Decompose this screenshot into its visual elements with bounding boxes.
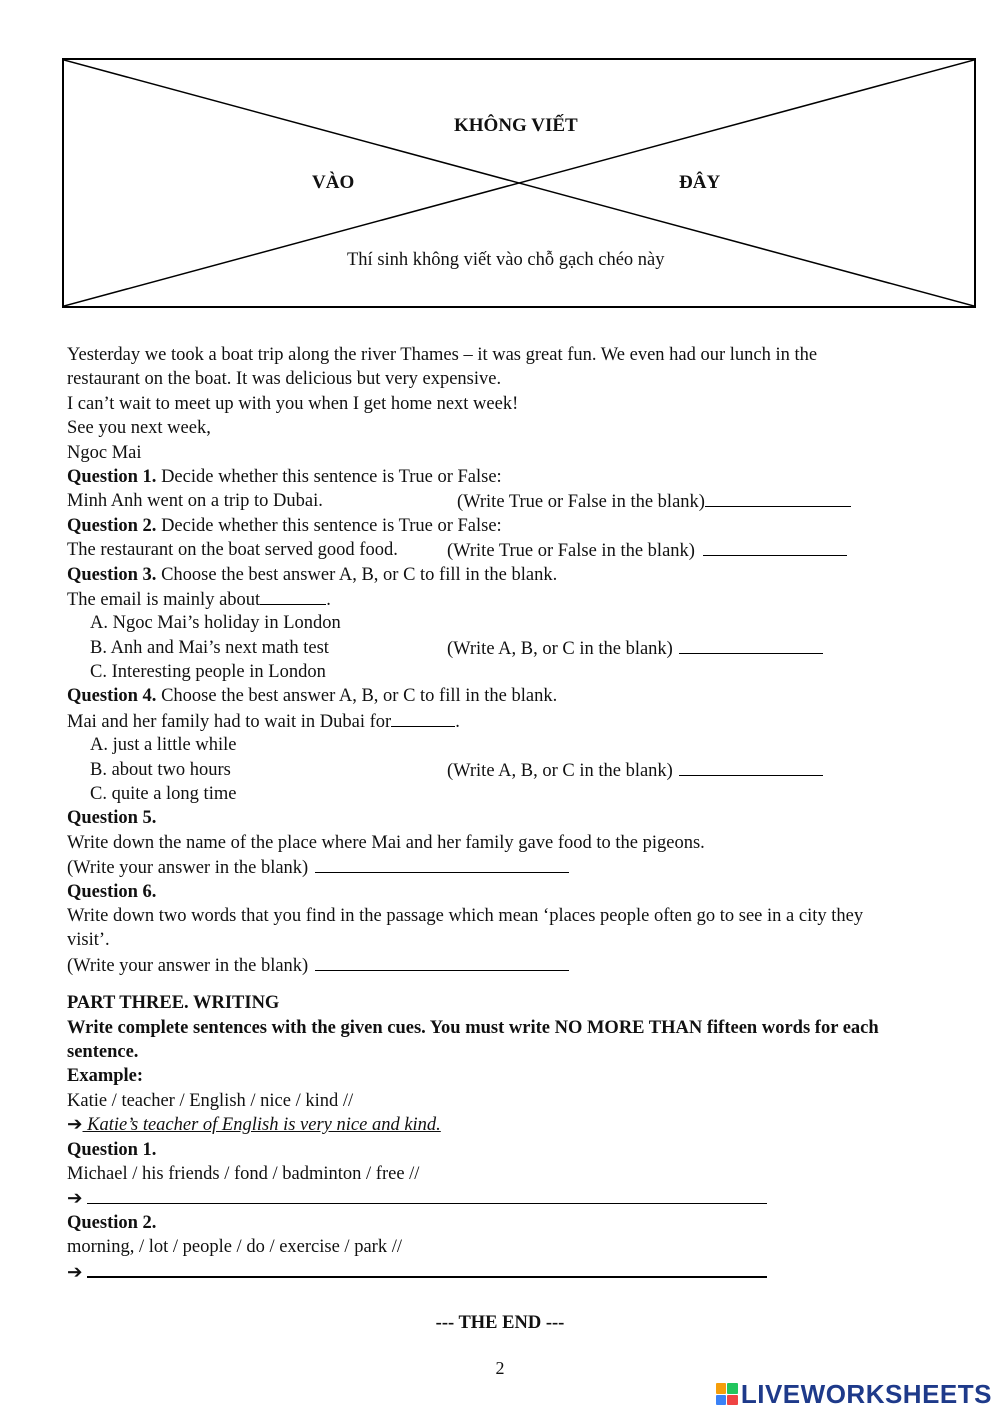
question-4-answer-blank[interactable] (679, 758, 823, 776)
question-3-title: Question 3. (67, 564, 157, 585)
question-3-stem-blank (260, 587, 326, 605)
question-4-stem (67, 709, 967, 733)
question-2-hint: (Write True or False in the blank) (447, 541, 695, 562)
question-5-answer-row (67, 855, 967, 879)
box-note: Thí sinh không viết vào chỗ gạch chéo này (347, 250, 665, 270)
liveworksheets-wordmark: LIVEWORKSHEETS (740, 1378, 992, 1409)
passage-line: restaurant on the boat. It was delicious but very expensive. (67, 369, 502, 390)
question-3-header (67, 563, 967, 587)
box-right-label: ĐÂY (679, 172, 721, 193)
writing-instruction: Write complete sentences with the given cues. You must write NO MORE THAN fifteen words for each (67, 1017, 879, 1038)
logo-square-1 (716, 1383, 727, 1394)
question-5-hint: (Write your answer in the blank) (67, 858, 309, 879)
main-content (67, 343, 967, 1284)
question-1-hint: (Write True or False in the blank) (457, 492, 705, 513)
question-3-option-b: B. Anh and Mai’s next math test (90, 637, 329, 658)
question-5-title: Question 5. (67, 808, 157, 829)
liveworksheets-icon (716, 1383, 738, 1405)
writing-question-1-cue: Michael / his friends / fond / badminton / free // (67, 1163, 420, 1184)
question-3-option-c: C. Interesting people in London (90, 662, 326, 683)
arrow-icon: ➔ (67, 1263, 83, 1284)
box-top-label: KHÔNG VIẾT (454, 115, 578, 136)
question-3-hint: (Write A, B, or C in the blank) (447, 638, 673, 659)
question-4-stem-end: . (455, 711, 460, 732)
question-3-instruction: Choose the best answer A, B, or C to fill in the blank. (156, 564, 558, 585)
question-1-statement: Minh Anh went on a trip to Dubai. (67, 491, 323, 512)
writing-question-2-answer-blank[interactable] (87, 1259, 767, 1278)
question-5-answer-blank[interactable] (315, 855, 569, 873)
question-3-stem (67, 587, 967, 611)
writing-heading: PART THREE. WRITING (67, 993, 280, 1014)
liveworksheets-logo[interactable] (716, 1378, 992, 1410)
question-4-title: Question 4. (67, 686, 157, 707)
question-5-text: Write down the name of the place where Mai and her family gave food to the pigeons. (67, 832, 705, 853)
do-not-write-box (62, 58, 976, 308)
question-4-option-c: C. quite a long time (90, 784, 237, 805)
question-4-stem-blank (391, 709, 455, 727)
question-1-header (67, 465, 967, 489)
question-2-answer-blank[interactable] (703, 538, 847, 556)
passage-line: Yesterday we took a boat trip along the river Thames – it was great fun. We even had our lunch in the (67, 345, 818, 365)
question-4-option-b-row (67, 758, 967, 782)
question-4-instruction: Choose the best answer A, B, or C to fill in the blank. (156, 686, 558, 707)
question-2-title: Question 2. (67, 515, 157, 536)
question-2-instruction: Decide whether this sentence is True or False: (156, 515, 502, 536)
arrow-icon: ➔ (67, 1115, 83, 1136)
writing-question-1-answer-blank[interactable] (87, 1186, 767, 1204)
question-6-hint: (Write your answer in the blank) (67, 955, 309, 976)
logo-square-3 (716, 1395, 727, 1406)
question-4-hint: (Write A, B, or C in the blank) (447, 760, 673, 781)
writing-question-1-answer-row (67, 1186, 967, 1210)
question-4-option-a: A. just a little while (90, 735, 237, 756)
question-1-title: Question 1. (67, 466, 157, 487)
question-4-option-b: B. about two hours (90, 759, 231, 780)
question-3-option-b-row (67, 636, 967, 660)
question-3-answer-blank[interactable] (679, 636, 823, 654)
question-1-answer-blank[interactable] (705, 489, 851, 507)
passage-line: See you next week, (67, 418, 211, 439)
question-3-stem-end: . (326, 589, 331, 610)
the-end-marker: --- THE END --- (435, 1313, 565, 1333)
question-1-instruction: Decide whether this sentence is True or False: (156, 466, 502, 487)
writing-question-2-cue: morning, / lot / people / do / exercise / park // (67, 1237, 402, 1258)
logo-square-4 (727, 1395, 738, 1406)
question-2-statement: The restaurant on the boat served good food. (67, 540, 398, 561)
writing-question-2-title: Question 2. (67, 1212, 157, 1233)
writing-question-1-title: Question 1. (67, 1139, 157, 1160)
arrow-icon: ➔ (67, 1189, 83, 1210)
question-6-answer-row (67, 953, 967, 977)
question-6-title: Question 6. (67, 881, 157, 902)
example-label: Example: (67, 1066, 144, 1087)
question-2-row (67, 538, 967, 562)
example-answer-row (67, 1113, 967, 1137)
writing-instruction-cont: sentence. (67, 1041, 139, 1062)
passage-signature: Ngoc Mai (67, 442, 142, 463)
question-4-stem-text: Mai and her family had to wait in Dubai for (67, 711, 392, 732)
page-number: 2 (495, 1358, 505, 1378)
question-2-header (67, 514, 967, 538)
question-1-row (67, 489, 967, 513)
example-answer: Katie’s teacher of English is very nice and kind. (82, 1115, 441, 1136)
writing-question-2-answer-row (67, 1259, 967, 1283)
question-6-text: Write down two words that you find in the passage which mean ‘places people often go to see in a city they (67, 905, 864, 926)
question-6-text-cont: visit’. (67, 930, 110, 951)
question-4-header (67, 684, 967, 708)
passage-line: I can’t wait to meet up with you when I get home next week! (67, 393, 519, 414)
question-6-answer-blank[interactable] (315, 953, 569, 971)
example-cue: Katie / teacher / English / nice / kind // (67, 1090, 354, 1111)
box-left-label: VÀO (312, 172, 355, 193)
logo-square-2 (727, 1383, 738, 1394)
question-3-stem-text: The email is mainly about (67, 589, 261, 610)
question-3-option-a: A. Ngoc Mai’s holiday in London (90, 613, 341, 634)
